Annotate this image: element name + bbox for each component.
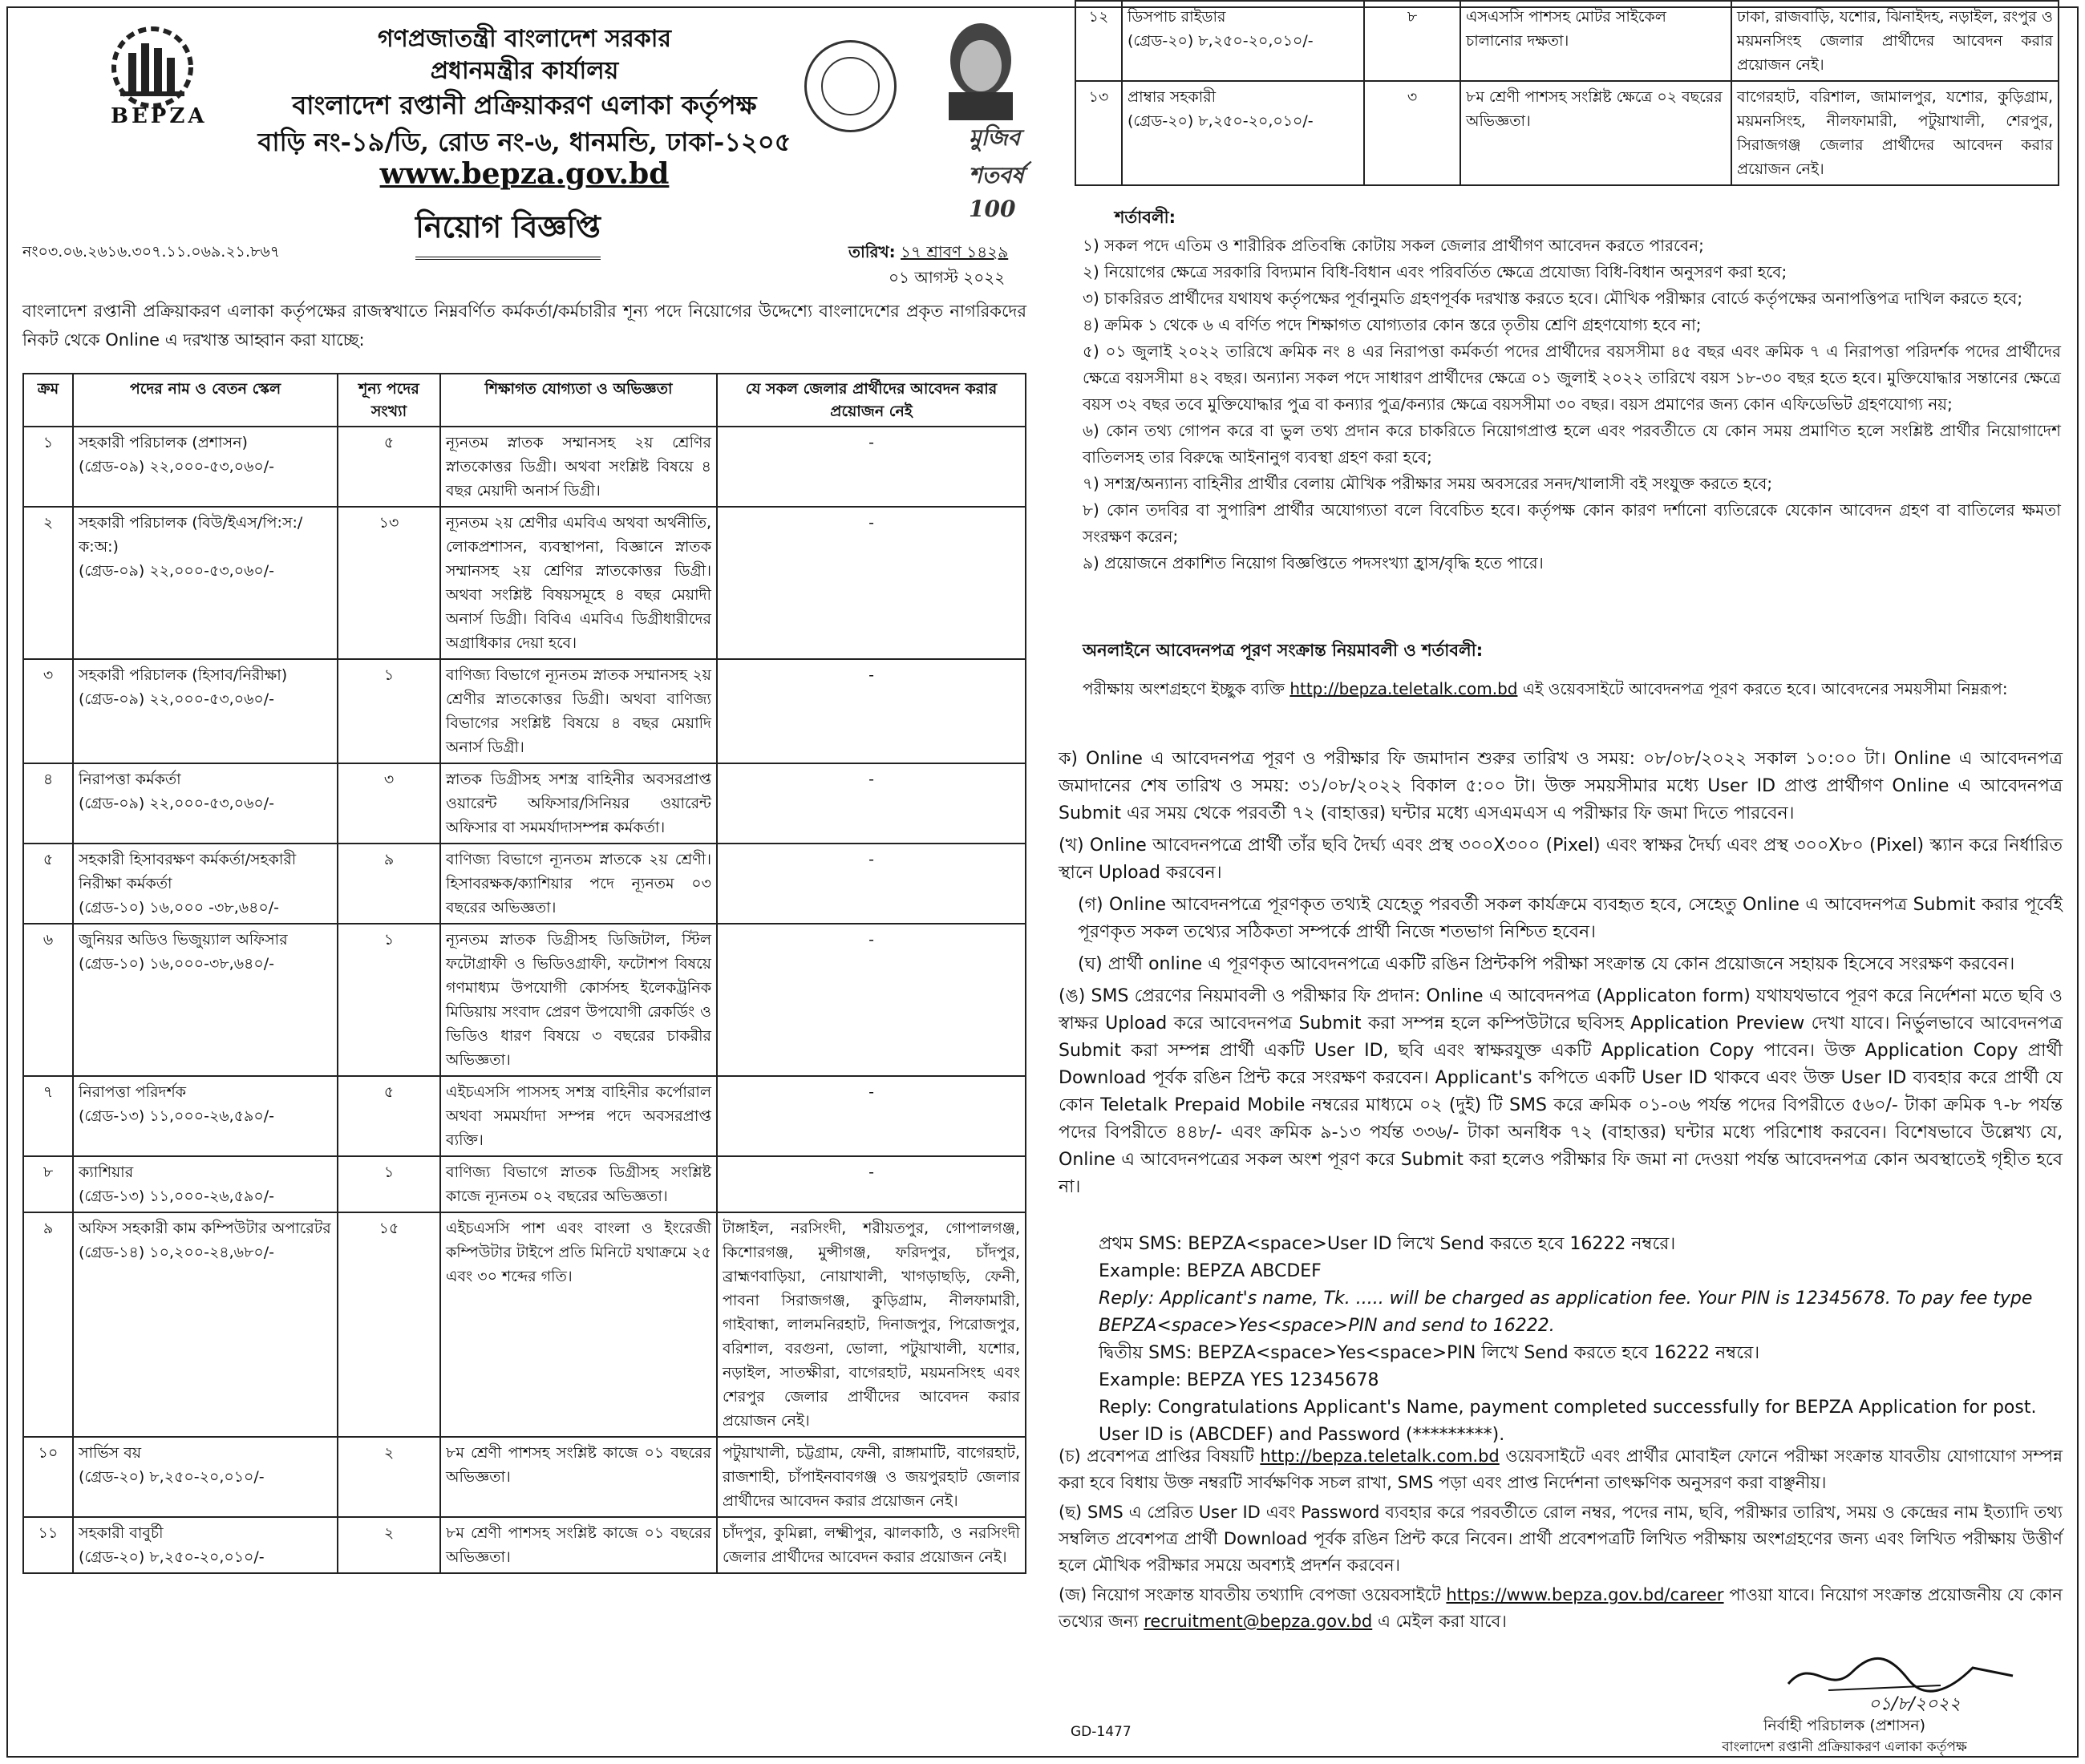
sms-first: প্রথম SMS: BEPZA<space>User ID লিখে Send করতে হবে 16222 নম্বরে।: [1099, 1234, 1676, 1254]
signature-date: ০১/৮/২০২২: [1868, 1694, 1961, 1714]
cell-qualification: এসএসসি পাশসহ মোটর সাইকেল চালানোর দক্ষতা।: [1460, 1, 1731, 81]
step-gha: (ঘ) প্রার্থী online এ পূরণকৃত আবেদনপত্রে একটি রঙিন প্রিন্টকপি পরীক্ষা সংক্রান্ত যে কোন প্রয়োজনে সহায়ক হিসেবে সংরক্ষণ করবেন।: [1078, 954, 2015, 974]
term-item: ৯) প্রয়োজনে প্রকাশিত নিয়োগ বিজ্ঞপ্তিতে পদসংখ্যা হ্রাস/বৃদ্ধি হতে পারে।: [1083, 553, 1544, 572]
bepza-logo-text: BEPZA: [111, 104, 208, 128]
cell-vacancy: ৫: [338, 1076, 440, 1156]
term-item: ৭) সশস্ত্র/অন্যান্য বাহিনীর প্রার্থীর বেলায় মৌখিক পরীক্ষার সময় অবসরের সনদ/খালাসী বই সংযুক্ত করতে হবে;: [1083, 474, 1773, 493]
table-row: [1075, 81, 2059, 185]
table-header-row: [23, 374, 1026, 427]
signing-organization: বাংলাদেশ রপ্তানী প্রক্রিয়াকরণ এলাকা কর্তৃপক্ষ: [1722, 1739, 1967, 1755]
admit-card-link[interactable]: http://bepza.teletalk.com.bd: [1260, 1446, 1500, 1466]
cell-vacancy: ১: [338, 924, 440, 1076]
pay-grade: (গ্রেড-০৯) ২২,০০০-৫৩,০৬০/-: [79, 562, 275, 580]
table-row: [23, 924, 1026, 1076]
mujib-centenary-logo: [921, 16, 1041, 222]
date-label: তারিখ:: [848, 242, 896, 261]
website-link[interactable]: www.bepza.gov.bd: [379, 157, 670, 191]
online-intro: [1083, 675, 2061, 702]
cell-vacancy: ১: [338, 659, 440, 763]
cell-vacancy: ৩: [1364, 81, 1460, 185]
cell-vacancy: ১: [338, 1156, 440, 1212]
cell-serial: ৭: [23, 1076, 73, 1156]
cell-qualification: ৮ম শ্রেণী পাশসহ সংশ্লিষ্ট কাজে ০১ বছরের অভিজ্ঞতা।: [440, 1437, 717, 1517]
address: বাড়ি নং-১৯/ডি, রোড নং-৬, ধানমন্ডি, ঢাকা-১২০৫: [257, 127, 791, 157]
cell-serial: ৮: [23, 1156, 73, 1212]
step-ja-c: এ মেইল করা যাবে।: [1377, 1612, 1507, 1631]
cell-qualification: এইচএসসি পাশ এবং বাংলা ও ইংরেজী কম্পিউটার টাইপে প্রতি মিনিটে যথাক্রমে ২৫ এবং ৩০ শব্দের গতি।: [440, 1212, 717, 1437]
recruitment-email-link[interactable]: recruitment@bepza.gov.bd: [1144, 1612, 1373, 1631]
cell-districts: চাঁদপুর, কুমিল্লা, লক্ষ্মীপুর, ঝালকাঠি, ও নরসিংদী জেলার প্রার্থীদের আবেদন করার প্রয়োজন নেই।: [717, 1517, 1026, 1573]
table-row: [23, 1212, 1026, 1437]
pay-grade: (গ্রেড-০৯) ২২,০০০-৫৩,০৬০/-: [79, 690, 275, 708]
cell-vacancy: ২: [338, 1437, 440, 1517]
step-cha-b: ওয়েবসাইটে এবং প্রার্থীর মোবাইল ফোনে পরীক্ষা সংক্রান্ত যাবতীয় যোগাযোগ সম্পন্ন করা হবে বিধায় উক্ত নম্বরটি সার্বক্ষণিক সচল রাখা, SMS পড়া এবং প্রাপ্ত নির্দেশনা তাৎক্ষণিক অনুসরণ করা বাঞ্ছনীয়।: [1059, 1446, 2063, 1492]
cell-serial: ১: [23, 427, 73, 507]
posts-table: [22, 373, 1026, 1574]
col-serial: ক্রম: [23, 374, 73, 427]
post-name: সহকারী পরিচালক (প্রশাসন): [79, 434, 248, 451]
teletalk-link[interactable]: http://bepza.teletalk.com.bd: [1289, 679, 1518, 698]
col-districts: যে সকল জেলার প্রার্থীদের আবেদন করার প্রয়োজন নেই: [717, 374, 1026, 427]
cell-post-name: [1122, 81, 1364, 185]
cell-serial: ৬: [23, 924, 73, 1076]
sms-example-2: Example: BEPZA YES 12345678: [1099, 1370, 1379, 1390]
government-seal-icon: [804, 40, 897, 132]
cell-qualification: বাণিজ্য বিভাগে স্নাতক ডিগ্রীসহ সংশ্লিষ্ট কাজে ন্যূনতম ০২ বছরের অভিজ্ঞতা।: [440, 1156, 717, 1212]
date-english: ০১ আগস্ট ২০২২: [889, 268, 1006, 287]
term-item: ৩) চাকরিরত প্রার্থীদের যথাযথ কর্তৃপক্ষের পূর্বানুমতি গ্রহণপূর্বক দরখাস্ত করতে হবে। মৌখিক পরীক্ষার বোর্ডে কর্তৃপক্ষের অনাপত্তিপত্র দাখিল করতে হবে;: [1083, 289, 2023, 308]
step-cha: [1059, 1443, 2063, 1496]
cell-districts: -: [717, 1156, 1026, 1212]
cell-qualification: ন্যূনতম স্নাতক ডিগ্রীসহ ডিজিটাল, স্টিল ফটোগ্রাফী ও ভিডিওগ্রাফী, ফটোশপ বিষয়ে গণমাধ্যম উপযোগী কোর্সসহ ইলেকট্রনিক মিডিয়ায় সংবাদ প্রেরণ উপযোগী রেকর্ডিং ও ভিডিও ধারণ বিষয়ে ৩ বছরের চাকরীর অভিজ্ঞতা।: [440, 924, 717, 1076]
cell-qualification: ৮ম শ্রেণী পাশসহ সংশ্লিষ্ট ক্ষেত্রে ০২ বছরের অভিজ্ঞতা।: [1460, 81, 1731, 185]
gd-code: GD-1477: [1071, 1724, 1132, 1740]
gov-title: গণপ্রজাতন্ত্রী বাংলাদেশ সরকার: [378, 25, 671, 53]
pay-grade: (গ্রেড-২০) ৮,২৫০-২০,০১০/-: [1128, 32, 1314, 50]
pay-grade: (গ্রেড-২০) ৮,২৫০-২০,০১০/-: [79, 1468, 265, 1486]
pay-grade: (গ্রেড-১৩) ১১,০০০-২৬,৫৯০/-: [79, 1187, 274, 1205]
step-ja-a: (জ) নিয়োগ সংক্রান্ত যাবতীয় তথ্যাদি বেপজা ওয়েবসাইটে: [1059, 1585, 1441, 1604]
term-item: ৮) কোন তদবির বা সুপারিশ প্রার্থীর অযোগ্যতা বলে বিবেচিত হবে। কর্তৃপক্ষ কোন কারণ দর্শানো ব্যতিরেকে যেকোন আবেদন গ্রহণ বা বাতিলের ক্ষমতা সংরক্ষণ করেন;: [1083, 500, 2061, 546]
office-title: প্রধানমন্ত্রীর কার্যালয়: [430, 57, 619, 85]
cell-districts: টাঙ্গাইল, নরসিংদী, শরীয়তপুর, গোপালগঞ্জ, কিশোরগঞ্জ, মুন্সীগঞ্জ, ফরিদপুর, চাঁদপুর, ব্রাহ্মণবাড়িয়া, নোয়াখালী, খাগড়াছড়ি, ফেনী, পাবনা সিরাজগঞ্জ, কুড়িগ্রাম, নীলফামারী, গাইবান্ধা, লালমনিরহাট, দিনাজপুর, পিরোজপুর, বরিশাল, বরগুনা, ভোলা, পটুয়াখালী, যশোর, নড়াইল, সাতক্ষীরা, বাগেরহাট, ময়মনসিংহ এবং শেরপুর জেলার প্রার্থীদের আবেদন করার প্রয়োজন নেই।: [717, 1212, 1026, 1437]
table-row: [23, 763, 1026, 844]
cell-post-name: [73, 763, 338, 844]
terms-title: শর্তাবলী:: [1115, 208, 1176, 227]
sms-reply-2: Reply: Congratulations Applicant's Name, payment completed successfully for BEPZA Application for post. User ID is (ABCDEF) and Password (*********).: [1099, 1398, 2037, 1445]
cell-post-name: [73, 1156, 338, 1212]
cell-post-name: [73, 427, 338, 507]
cell-serial: ১৩: [1075, 81, 1122, 185]
post-name: সহকারী পরিচালক (হিসাব/নিরীক্ষা): [79, 666, 288, 684]
posts-table-continued: [1075, 0, 2059, 186]
online-final-steps: [1059, 1443, 2063, 1638]
step-chha: (ছ) SMS এ প্রেরিত User ID এবং Password ব্যবহার করে পরবর্তীতে রোল নম্বর, পদের নাম, ছবি, পরীক্ষার তারিখ, সময় ও কেন্দ্রের নাম ইত্যাদি তথ্য সম্বলিত প্রবেশপত্র প্রার্থী Download পূর্বক রঙিন প্রিন্ট করে নিবেন। প্রার্থী প্রবেশপত্রটি লিখিত পরীক্ষায় অংশগ্রহণের জন্য এবং লিখিত পরীক্ষায় উত্তীর্ণ হলে মৌখিক পরীক্ষার সময়ে অবশ্যই প্রদর্শন করবেন।: [1059, 1503, 2063, 1575]
col-vacancy: শূন্য পদের সংখ্যা: [338, 374, 440, 427]
sms-second: দ্বিতীয় SMS: BEPZA<space>Yes<space>PIN লিখে Send করতে হবে 16222 নম্বরে।: [1099, 1343, 1760, 1363]
cell-vacancy: ৮: [1364, 1, 1460, 81]
table-row: [23, 1076, 1026, 1156]
cell-districts: পটুয়াখালী, চট্টগ্রাম, ফেনী, রাঙ্গামাটি, বাগেরহাট, রাজশাহী, চাঁপাইনবাবগঞ্জ ও জয়পুরহাট জেলার প্রার্থীদের আবেদন করার প্রয়োজন নেই।: [717, 1437, 1026, 1517]
cell-districts: -: [717, 427, 1026, 507]
cell-qualification: এইচএসসি পাসসহ সশস্ত্র বাহিনীর কর্পোরাল অথবা সমমর্যাদা সম্পন্ন পদে অবসরপ্রাপ্ত ব্যক্তি।: [440, 1076, 717, 1156]
step-nga: (ঙ) SMS প্রেরণের নিয়মাবলী ও পরীক্ষার ফি প্রদান: Online এ আবেদনপত্র (Applicaton form) যথাযথভাবে পূরণ করে নির্দেশনা মতে ছবি ও স্বাক্ষর Upload করে আবেদনপত্র Submit করা সম্পন্ন হলে কম্পিউটারে ছবিসহ Application Preview দেখা যাবে। নির্ভুলভাবে আবেদনপত্র Submit করা সম্পন্ন প্রার্থী একটি User ID, ছবি এবং স্বাক্ষরযুক্ত একটি Application Copy পাবেন। উক্ত Application Copy প্রার্থী Download পূর্বক রঙিন প্রিন্ট করে সংরক্ষণ করবেন। Applicant's কপিতে একটি User ID থাকবে এবং উক্ত User ID ব্যবহার করে প্রার্থী যে কোন Teletalk Prepaid Mobile নম্বরের মাধ্যমে ০২ (দুই) টি SMS করে ক্রমিক ০১-০৬ পর্যন্ত পদের বিপরীতে ৫৬০/- টাকা ক্রমিক ৭-৮ পর্যন্ত পদের বিপরীতে ৪৪৮/- এবং ক্রমিক ৯-১৩ পর্যন্ত ৩৩৬/- টাকা অনধিক ৭২ (বাহাত্তর) ঘন্টার মধ্যে পরিশোধ করবেন। বিশেষভাবে উল্লেখ্য যে, Online এ আবেদনপত্রের সকল অংশ পূরণ করে Submit করা হলেও পরীক্ষার ফি জমা না দেওয়া পর্যন্ত আবেদনপত্র কোন অবস্থাতেই গৃহীত হবে না।: [1059, 986, 2063, 1197]
term-item: ৬) কোন তথ্য গোপন করে বা ভুল তথ্য প্রদান করে চাকরিতে নিয়োগপ্রাপ্ত হলে এবং পরবর্তীতে যে কোন সময় প্রমাণিত হলে সংশ্লিষ্ট প্রার্থীর নিয়োগাদেশ বাতিলসহ তার বিরুদ্ধে আইনানুগ ব্যবস্থা গ্রহণ করা হবে;: [1083, 421, 2061, 467]
step-cha-a: (চ) প্রবেশপত্র প্রাপ্তির বিষয়টি: [1059, 1446, 1254, 1466]
online-intro-b: এই ওয়েবসাইটে আবেদনপত্র পূরণ করতে হবে। আবেদনের সময়সীমা নিম্নরূপ:: [1522, 679, 2008, 698]
cell-districts: বাগেরহাট, বরিশাল, জামালপুর, যশোর, কুড়িগ্রাম, ময়মনসিংহ, নীলফামারী, পটুয়াখালী, শেরপুর, সিরাজগঞ্জ জেলার প্রার্থীদের আবেদন করার প্রয়োজন নেই।: [1731, 81, 2059, 185]
portrait-icon: [921, 16, 1041, 120]
cell-post-name: [73, 844, 338, 924]
cell-post-name: [73, 924, 338, 1076]
post-name: জুনিয়র অডিও ভিজুয়্যাল অফিসার: [79, 931, 288, 949]
sms-instructions: [1099, 1231, 2061, 1449]
cell-vacancy: ২: [338, 1517, 440, 1573]
sms-example-1: Example: BEPZA ABCDEF: [1099, 1261, 1322, 1281]
cell-districts: -: [717, 1076, 1026, 1156]
post-name: ক্যাশিয়ার: [79, 1163, 134, 1181]
post-name: সহকারী বাবুর্চী: [79, 1524, 164, 1542]
cell-serial: ২: [23, 507, 73, 659]
post-name: নিরাপত্তা পরিদর্শক: [79, 1083, 187, 1101]
table-row: [23, 844, 1026, 924]
pay-grade: (গ্রেড-১৪) ১০,২০০-২৪,৬৮০/-: [79, 1244, 274, 1261]
pay-grade: (গ্রেড-১০) ১৬,০০০-৩৮,৬৪০/-: [79, 955, 274, 973]
pay-grade: (গ্রেড-২০) ৮,২৫০-২০,০১০/-: [79, 1548, 265, 1566]
online-intro-a: পরীক্ষায় অংশগ্রহণে ইচ্ছুক ব্যক্তি: [1083, 679, 1285, 698]
mujib-logo-text: মুজিব শতবর্ষ 100: [969, 124, 1024, 222]
sms-reply-1: Reply: Applicant's name, Tk. ..... will be charged as application fee. Your PIN is 12345678. To pay fee type BEPZA<space>Yes<space>PIN and send to 16222.: [1099, 1289, 2033, 1336]
cell-serial: ১০: [23, 1437, 73, 1517]
pay-grade: (গ্রেড-১৩) ১১,০০০-২৬,৫৯০/-: [79, 1107, 274, 1125]
term-item: ৪) ক্রমিক ১ থেকে ৬ এ বর্ণিত পদে শিক্ষাগত যোগ্যতার কোন স্তরে তৃতীয় শ্রেণি গ্রহণযোগ্য হবে না;: [1083, 315, 1702, 334]
table-row: [23, 1517, 1026, 1573]
table-row: [1075, 1, 2059, 81]
cell-serial: ৩: [23, 659, 73, 763]
cell-post-name: [73, 1437, 338, 1517]
cell-post-name: [73, 1517, 338, 1573]
cell-qualification: ৮ম শ্রেণী পাশসহ সংশ্লিষ্ট কাজে ০১ বছরের অভিজ্ঞতা।: [440, 1517, 717, 1573]
cell-serial: ১২: [1075, 1, 1122, 81]
date-bangla-value: ১৭ শ্রাবণ ১৪২৯: [901, 242, 1009, 261]
cell-post-name: [73, 507, 338, 659]
table-row: [23, 427, 1026, 507]
post-name: সার্ভিস বয়: [79, 1444, 142, 1462]
step-kha: (খ) Online আবেদনপত্রে প্রার্থী তাঁর ছবি দৈর্ঘ্য এবং প্রস্থ ৩০০X৩০০ (Pixel) এবং স্বাক্ষর দৈর্ঘ্য এবং প্রস্থ ৩০০X৮০ (Pixel) স্ক্যান করে নির্ধারিত স্থানে Upload করবেন।: [1059, 835, 2063, 883]
cell-post-name: [1122, 1, 1364, 81]
online-rules-title: অনলাইনে আবেদনপত্র পূরণ সংক্রান্ত নিয়মাবলী ও শর্তাবলী:: [1083, 641, 1484, 660]
cell-districts: -: [717, 763, 1026, 844]
post-name: ডিসপাচ রাইডার: [1128, 8, 1226, 26]
online-steps: [1059, 746, 2063, 1206]
term-item: ৫) ০১ জুলাই ২০২২ তারিখে ক্রমিক নং ৪ এর নিরাপত্তা কর্মকর্তা পদের প্রার্থীদের বয়সসীমা ৪৫ বছর এবং ক্রমিক ৭ এ নিরাপত্তা পরিদর্শক পদের প্রার্থীদের ক্ষেত্রে বয়সসীমা ৪২ বছর। অন্যান্য সকল পদে সাধারণ প্রার্থীদের ক্ষেত্রে ০১ জুলাই ২০২২ তারিখে বয়স ১৮-৩০ বছর হতে হবে। মুক্তিযোদ্ধার সন্তানের ক্ষেত্রে বয়স ৩২ বছর তবে মুক্তিযোদ্ধার পুত্র বা কন্যার পুত্র/কন্যার ক্ষেত্রে বয়সসীমা ৩০ বছর। বয়স প্রমাণের জন্য কোন এফিডেভিট গ্রহণযোগ্য নয়;: [1083, 342, 2061, 414]
cell-post-name: [73, 659, 338, 763]
pay-grade: (গ্রেড-১০) ১৬,০০০ -৩৮,৬৪০/-: [79, 899, 280, 916]
pay-grade: (গ্রেড-০৯) ২২,০০০-৫৩,০৬০/-: [79, 458, 275, 475]
intro-paragraph: বাংলাদেশ রপ্তানী প্রক্রিয়াকরণ এলাকা কর্তৃপক্ষের রাজস্বখাতে নিম্নবর্ণিত কর্মকর্তা/কর্মচারীর শূন্য পদে নিয়োগের উদ্দেশ্যে বাংলাদেশের প্রকৃত নাগরিকদের নিকট থেকে Online এ দরখাস্ত আহ্বান করা যাচ্ছে:: [22, 301, 1026, 350]
cell-serial: ৪: [23, 763, 73, 844]
table-row: [23, 1156, 1026, 1212]
col-qualification: শিক্ষাগত যোগ্যতা ও অভিজ্ঞতা: [440, 374, 717, 427]
col-post-name: পদের নাম ও বেতন স্কেল: [73, 374, 338, 427]
post-name: নিরাপত্তা কর্মকর্তা: [79, 771, 181, 788]
cell-serial: ৯: [23, 1212, 73, 1437]
notice-title: নিয়োগ বিজ্ঞপ্তি: [415, 204, 601, 260]
cell-post-name: [73, 1076, 338, 1156]
cell-post-name: [73, 1212, 338, 1437]
date-bangla: [848, 241, 1008, 267]
cell-serial: ১১: [23, 1517, 73, 1573]
pay-grade: (গ্রেড-০৯) ২২,০০০-৫৩,০৬০/-: [79, 795, 275, 812]
post-name: প্রাম্বার সহকারী: [1128, 88, 1217, 106]
post-name: সহকারী হিসাবরক্ষণ কর্মকর্তা/সহকারী নিরীক্ষা কর্মকর্তা: [79, 851, 297, 892]
step-ka: ক) Online এ আবেদনপত্র পূরণ ও পরীক্ষার ফি জমাদান শুরুর তারিখ ও সময়: ০৮/০৮/২০২২ সকাল ১০:০০ টা। Online এ আবেদনপত্র জমাদানের শেষ তারিখ ও সময়: ৩১/০৮/২০২২ বিকাল ৫:০০ টা। উক্ত সময়সীমার মধ্যে User ID প্রাপ্ত প্রার্থীগণ Online এ আবেদনপত্র Submit এর সময় থেকে পরবর্তী ৭২ (বাহাত্তর) ঘন্টার মধ্যে এসএমএস এ পরীক্ষার ফি জমা দিতে পারবেন।: [1059, 749, 2063, 823]
step-ja: [1059, 1582, 2063, 1635]
post-name: সহকারী পরিচালক (বিউ/ইএস/পি:স:/ক:অ:): [79, 514, 303, 556]
step-ga: (গ) Online আবেদনপত্রে পূরণকৃত তথ্যই যেহেতু পরবর্তী সকল কার্যক্রমে ব্যবহৃত হবে, সেহেতু Online এ আবেদনপত্র Submit করার পূর্বেই পূরণকৃত সকল তথ্যের সঠিকতা সম্পর্কে প্রার্থী নিজে শতভাগ নিশ্চিত হবেন।: [1078, 895, 2063, 942]
step-ja-b: পাওয়া যাবে। নিয়োগ সংক্রান্ত প্রয়োজনীয় যে কোন তথ্যের জন্য: [1059, 1585, 2063, 1631]
cell-districts: -: [717, 844, 1026, 924]
cell-qualification: ন্যূনতম স্নাতক সম্মানসহ ২য় শ্রেণির স্নাতকোত্তর ডিগ্রী। অথবা সংশ্লিষ্ট বিষয়ে ৪ বছর মেয়াদী অনার্স ডিগ্রী।: [440, 427, 717, 507]
pay-grade: (গ্রেড-২০) ৮,২৫০-২০,০১০/-: [1128, 112, 1314, 130]
term-item: ১) সকল পদে এতিম ও শারীরিক প্রতিবন্ধি কোটায় সকল জেলার প্রার্থীগণ আবেদন করতে পারবেন;: [1083, 236, 1704, 255]
term-item: ২) নিয়োগের ক্ষেত্রে সরকারি বিদ্যমান বিধি-বিধান এবং পরিবর্তিত ক্ষেত্রে প্রযোজ্য বিধি-বিধান অনুসরণ করা হবে;: [1083, 262, 1787, 281]
signing-officer: নির্বাহী পরিচালক (প্রশাসন): [1763, 1717, 1925, 1734]
cell-vacancy: ১৩: [338, 507, 440, 659]
authority-title: বাংলাদেশ রপ্তানী প্রক্রিয়াকরণ এলাকা কর্তৃপক্ষ: [292, 90, 757, 120]
table-row: [23, 659, 1026, 763]
cell-districts: -: [717, 507, 1026, 659]
cell-qualification: ন্যূনতম ২য় শ্রেণীর এমবিএ অথবা অর্থনীতি, লোকপ্রশাসন, ব্যবস্থাপনা, বিজ্ঞানে স্নাতক সম্মানসহ ২য় শ্রেণির স্নাতকোত্তর ডিগ্রী। অথবা সংশ্লিষ্ট বিষয়সমূহে ৪ বছর মেয়াদী অনার্স ডিগ্রী। বিবিএ এমবিএ ডিগ্রীধারীদের অগ্রাধিকার দেয়া হবে।: [440, 507, 717, 659]
cell-districts: ঢাকা, রাজবাড়ি, যশোর, ঝিনাইদহ, নড়াইল, রংপুর ও ময়মনসিংহ জেলার প্রার্থীদের আবেদন করার প্রয়োজন নেই।: [1731, 1, 2059, 81]
cell-serial: ৫: [23, 844, 73, 924]
cell-districts: -: [717, 659, 1026, 763]
post-name: অফিস সহকারী কাম কম্পিউটার অপারেটর: [79, 1220, 331, 1237]
table-row: [23, 1437, 1026, 1517]
cell-vacancy: ১৫: [338, 1212, 440, 1437]
cell-qualification: বাণিজ্য বিভাগে ন্যূনতম স্নাতক সম্মানসহ ২য় শ্রেণীর স্নাতকোত্তর ডিগ্রী। অথবা বাণিজ্য বিভাগের সংশ্লিষ্ট বিষয়ে ৪ বছর মেয়াদি অনার্স ডিগ্রী।: [440, 659, 717, 763]
table-row: [23, 507, 1026, 659]
cell-vacancy: ৯: [338, 844, 440, 924]
career-link[interactable]: https://www.bepza.gov.bd/career: [1446, 1585, 1724, 1604]
cell-vacancy: ৩: [338, 763, 440, 844]
cell-qualification: স্নাতক ডিগ্রীসহ সশস্ত্র বাহিনীর অবসরপ্রাপ্ত ওয়ারেন্ট অফিসার/সিনিয়র ওয়ারেন্ট অফিসার বা সমমর্যাদাসম্পন্ন কর্মকর্তা।: [440, 763, 717, 844]
cell-districts: -: [717, 924, 1026, 1076]
memo-number: নং০৩.০৬.২৬১৬.৩০৭.১১.০৬৯.২১.৮৬৭: [22, 243, 281, 261]
cell-vacancy: ৫: [338, 427, 440, 507]
cell-qualification: বাণিজ্য বিভাগে ন্যূনতম স্নাতকে ২য় শ্রেণী। হিসাবরক্ষক/ক্যাশিয়ার পদে ন্যূনতম ০৩ বছরের অভিজ্ঞতা।: [440, 844, 717, 924]
terms-list: [1083, 233, 2061, 577]
